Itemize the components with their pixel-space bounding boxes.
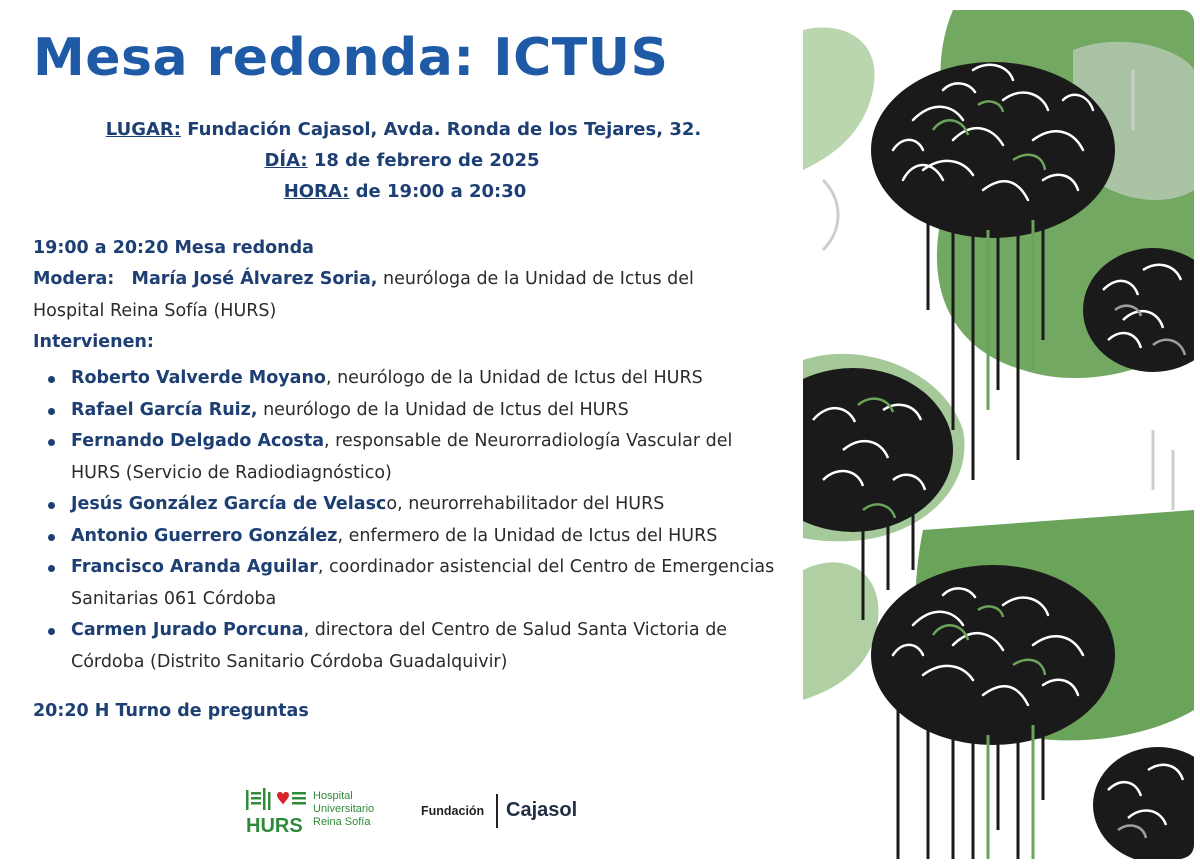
moderator-paragraph: [33, 264, 768, 327]
date-value: 18 de febrero de 2025: [313, 150, 540, 171]
cajasol-logo: Cajasol: [506, 799, 578, 821]
closing-line: 20:20 H Turno de preguntas: [33, 701, 309, 721]
venue-label: LUGAR:: [105, 119, 181, 140]
speaker-name: Rafael García Ruiz,: [71, 399, 258, 420]
time-line: [6, 181, 804, 202]
speakers-list: [33, 363, 778, 678]
moderator-role: neuróloga de la Unidad de Ictus del Hospital Reina Sofía (HURS): [33, 269, 694, 321]
speaker-role: neurólogo de la Unidad de Ictus del HURS: [257, 399, 629, 420]
bullet-icon: [48, 439, 55, 446]
speaker-role: , neurólogo de la Unidad de Ictus del HURS: [325, 368, 703, 388]
session-heading: 19:00 a 20:20 Mesa redonda: [33, 238, 314, 258]
moderator-name: María José Álvarez Soria,: [131, 269, 378, 289]
list-item: [33, 615, 778, 678]
list-item: [33, 521, 778, 553]
speaker-name: Jesús González García de Velasc: [71, 494, 387, 514]
venue-line: [6, 119, 801, 140]
speaker-role: , responsable de Neurorradiología Vascular del HURS (Servicio de Radiodiagnóstico): [71, 431, 733, 483]
date-label: DÍA:: [264, 150, 308, 171]
speakers-heading: Intervienen:: [33, 332, 154, 352]
speaker-name: Roberto Valverde Moyano: [71, 368, 326, 388]
speaker-role: , enfermero de la Unidad de Ictus del HURS: [337, 525, 718, 546]
list-item: [33, 426, 778, 489]
speaker-role: o, neurorrehabilitador del HURS: [386, 494, 665, 514]
page-title: Mesa redonda: ICTUS: [33, 28, 669, 88]
time-label: HORA:: [283, 181, 350, 202]
speaker-role: , directora del Centro de Salud Santa Victoria de Córdoba (Distrito Sanitario Córdoba Guadalquivir): [71, 620, 728, 672]
speaker-name: Fernando Delgado Acosta: [71, 431, 325, 451]
speaker-role: , coordinador asistencial del Centro de Emergencias Sanitarias 061 Córdoba: [71, 557, 775, 609]
date-line: [6, 150, 798, 171]
hurs-line: Universitario: [313, 803, 375, 815]
event-card: [6, 6, 1194, 859]
hurs-logo-icon: [244, 786, 310, 836]
speaker-name: Antonio Guerrero González: [71, 525, 338, 546]
bullet-icon: [48, 502, 55, 509]
fundacion-label: Fundación: [421, 804, 485, 818]
time-value: de 19:00 a 20:30: [355, 181, 527, 202]
hurs-name: [313, 790, 374, 829]
logo-divider: [496, 794, 498, 828]
bullet-icon: [48, 628, 55, 635]
bullet-icon: [48, 408, 55, 415]
speaker-name: Carmen Jurado Porcuna: [71, 620, 304, 640]
bullet-icon: [48, 565, 55, 572]
list-item: [33, 395, 778, 427]
brain-illustration: [803, 10, 1194, 859]
hurs-line: Hospital: [313, 790, 353, 802]
list-item: [33, 363, 778, 395]
bullet-icon: [48, 534, 55, 541]
hurs-line: Reina Sofía: [313, 816, 371, 828]
venue-value: Fundación Cajasol, Avda. Ronda de los Tejares, 32.: [187, 119, 702, 140]
speaker-name: Francisco Aranda Aguilar: [71, 557, 318, 577]
list-item: [33, 552, 778, 615]
bullet-icon: [48, 376, 55, 383]
moderator-label: Modera:: [33, 269, 115, 289]
list-item: [33, 489, 778, 521]
hurs-acronym: HURS: [246, 815, 303, 836]
